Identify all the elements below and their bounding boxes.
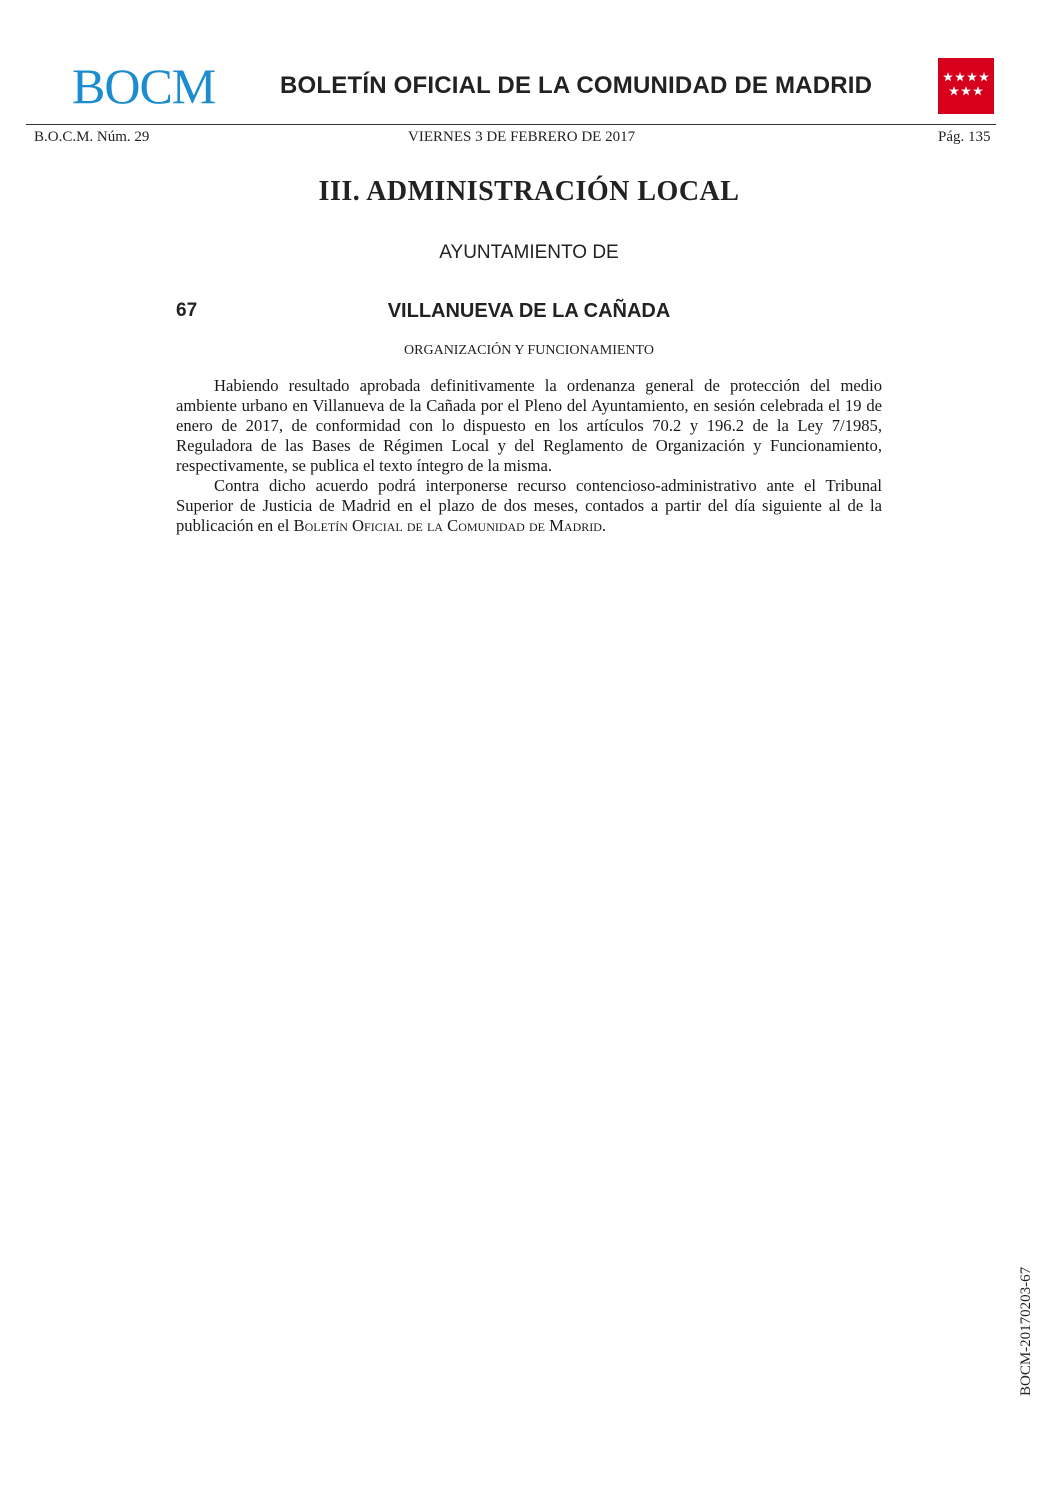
authority-prefix: AYUNTAMIENTO DE [439,242,619,263]
section-title: III. ADMINISTRACIÓN LOCAL [318,176,740,207]
entry-number: 67 [176,300,198,321]
subject-heading: ORGANIZACIÓN Y FUNCIONAMIENTO [404,343,654,358]
page-number: Pág. 135 [938,129,991,145]
paragraph-2 [176,476,882,536]
body-text [176,376,882,536]
header-rule [26,124,996,125]
document-code: BOCM-20170203-67 [1018,1266,1034,1396]
paragraph-2-end: . [601,516,607,535]
paragraph-2-start: Contra dicho acuerdo podrá interponerse recurso contencioso-administrativo ante el Tribunal Superior de Justicia de Madrid en el plazo de dos meses, contados a partir del día siguiente al de la publicación en el [176,476,882,535]
paragraph-1: Habiendo resultado aprobada definitivamente la ordenanza general de protección del medio ambiente urbano en Villanueva de la Cañada por el Pleno del Ayuntamiento, en sesión celebrada el 19 de enero de 2017, de conformidad con lo dispuesto en los artículos 70.2 y 196.2 de la Ley 7/1985, Reguladora de las Bases de Régimen Local y del Reglamento de Organización y Funcionamiento, respectivamente, se publica el texto íntegro de la misma. [176,376,882,475]
seven-stars-icon [938,58,994,114]
madrid-flag-icon [938,58,994,114]
masthead-title: BOLETÍN OFICIAL DE LA COMUNIDAD DE MADRID [280,72,873,99]
issue-date: VIERNES 3 DE FEBRERO DE 2017 [408,129,636,145]
issue-number: B.O.C.M. Núm. 29 [34,129,150,145]
journal-name: Boletín Oficial de la Comunidad de Madrid [293,516,602,535]
authority-name: VILLANUEVA DE LA CAÑADA [387,300,671,322]
bocm-logo: BOCM [72,58,216,114]
